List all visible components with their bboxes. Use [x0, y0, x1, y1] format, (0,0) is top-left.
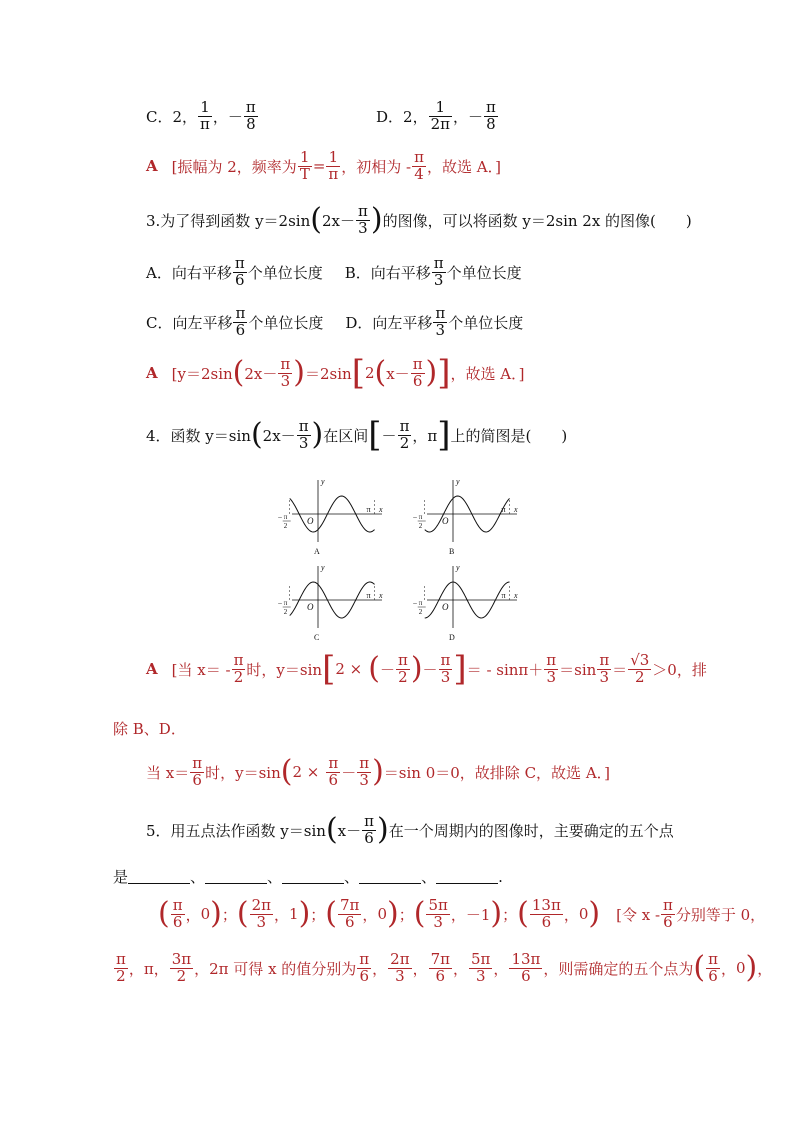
axis-label-y: y	[321, 477, 325, 486]
graph-label: B	[449, 547, 455, 556]
q2-option-d: D．2， $\frac{1}{2\pi}$ ，－ $\frac{\pi}{8}$	[376, 98, 496, 133]
graph-label: A	[314, 547, 320, 556]
pi-tick-label: π	[501, 591, 506, 600]
q4-answer-line3: 当 x＝ $\frac{\pi}{6}$ 时，y＝sin ( 2 × $\frac{\pi}{6}$ － $\frac{\pi}{3}$ ) ＝sin 0＝0，故排除 C，故选 A．]	[146, 754, 611, 790]
q4-stem: 4．函数 y＝sin ( 2x－ $\frac{\pi}{3}$ ) 在区间 [ － $\frac{\pi}{2}$ ，π ] 上的简图是( )	[146, 415, 568, 455]
q3-options-cd: C．向左平移 $\frac{\pi}{6}$ 个单位长度 D．向左平移 $\frac{\pi}{3}$ 个单位长度	[146, 304, 524, 339]
q4-answer: A [当 x＝ - $\frac{\pi}{2}$ 时，y＝sin [ 2 × ( － $\frac{\pi}{2}$ ) － $\frac{\pi}{3}$ ] ＝ - sinπ＋ $\frac{\pi}{3}$ ＝sin $\frac{\pi}{3}$ ＝ $\frac{√3}{2}$ ＞0，排	[146, 649, 707, 689]
axis-label-y: y	[456, 563, 460, 572]
axis-label-x: x	[379, 591, 383, 600]
answer-blank[interactable]	[205, 869, 267, 884]
neg-pi-num: π	[283, 513, 288, 521]
neg-sign: −	[412, 599, 418, 608]
q5-blanks: 是 、 、 、 、 .	[113, 867, 503, 886]
pi-tick-label: π	[366, 591, 371, 600]
neg-pi-num: π	[283, 599, 288, 607]
fraction: $\frac{\pi}{8}$	[245, 98, 256, 133]
q3-stem: 3.为了得到函数 y＝2sin ( 2x－ $\frac{\pi}{3}$ ) 的图像，可以将函数 y＝2sin 2x 的图像( )	[146, 202, 692, 238]
q2-option-c: C．2， $\frac{1}{\pi}$ ，－ $\frac{\pi}{8}$	[146, 98, 256, 133]
neg-sign: −	[277, 599, 283, 608]
answer-blank[interactable]	[359, 869, 421, 884]
answer-blank[interactable]	[128, 869, 190, 884]
graph-label: C	[314, 633, 320, 642]
q3-answer: A [y＝2sin ( 2x－ $\frac{\pi}{3}$ ) ＝2sin [ 2 ( x－ $\frac{\pi}{6}$ ) ] ，故选 A．]	[146, 353, 525, 393]
neg-pi-den: 2	[283, 608, 288, 616]
neg-pi-den: 2	[418, 608, 423, 616]
pi-tick-label: π	[501, 505, 506, 514]
axis-label-x: x	[514, 505, 518, 514]
answer-blank[interactable]	[282, 869, 344, 884]
pi-tick-label: π	[366, 505, 371, 514]
fraction: $\frac{1}{2\pi}$	[430, 98, 450, 133]
neg-pi-num: π	[418, 513, 423, 521]
graph-label: D	[449, 633, 455, 642]
fraction: $\frac{\pi}{8}$	[486, 98, 496, 133]
origin-label: O	[307, 516, 314, 526]
axis-label-x: x	[379, 505, 383, 514]
q3-options-ab: A．向右平移 $\frac{\pi}{6}$ 个单位长度 B．向右平移 $\frac{\pi}{3}$ 个单位长度	[146, 254, 522, 289]
neg-sign: −	[412, 513, 418, 522]
q5-answer-line2: $\frac{\pi}{2}$ ，π， $\frac{3\pi}{2}$ ，2π 可得 x 的值分别为 $\frac{\pi}{6}$ ， $\frac{2\pi}{3}$ ， $\frac{7\pi}{6}$ ， $\frac{5\pi}{3}$ ， $\frac{13\pi}{6}$ ，则需确定的五个点为 ( $\frac{\pi}{6}$ ， 0 ) ，	[116, 950, 773, 986]
q5-answer: ( $\frac{\pi}{6}$ ， 0 ) ； ( $\frac{2\pi}{3}$ ， 1 ) ； ( $\frac{7\pi}{6}$ ， 0 ) ； ( $\frac{5\pi}{3}$ ， －1 ) ； ( $\frac{13\pi}{6}$ ， 0 ) [令 x - $\frac{\pi}{6}$ 分别等于 0，	[158, 896, 766, 932]
neg-pi-num: π	[418, 599, 423, 607]
origin-label: O	[442, 602, 449, 612]
neg-pi-den: 2	[418, 522, 423, 530]
neg-sign: −	[277, 513, 283, 522]
fraction: $\frac{1}{\pi}$	[200, 98, 210, 133]
q2-answer: A [振幅为 2，频率为 $\frac{1}{T}$ = $\frac{1}{\pi}$ ，初相为 - $\frac{\pi}{4}$ ，故选 A．]	[146, 148, 501, 183]
axis-label-y: y	[321, 563, 325, 572]
origin-label: O	[307, 602, 314, 612]
q5-stem: 5．用五点法作函数 y＝sin ( x－ $\frac{\pi}{6}$ ) 在一个周期内的图像时，主要确定的五个点	[146, 812, 674, 848]
axis-label-x: x	[514, 591, 518, 600]
answer-blank[interactable]	[436, 869, 498, 884]
graph-options	[277, 477, 548, 648]
axis-label-y: y	[456, 477, 460, 486]
origin-label: O	[442, 516, 449, 526]
neg-pi-den: 2	[283, 522, 288, 530]
q4-answer-line2: 除 B、D．	[113, 720, 186, 738]
